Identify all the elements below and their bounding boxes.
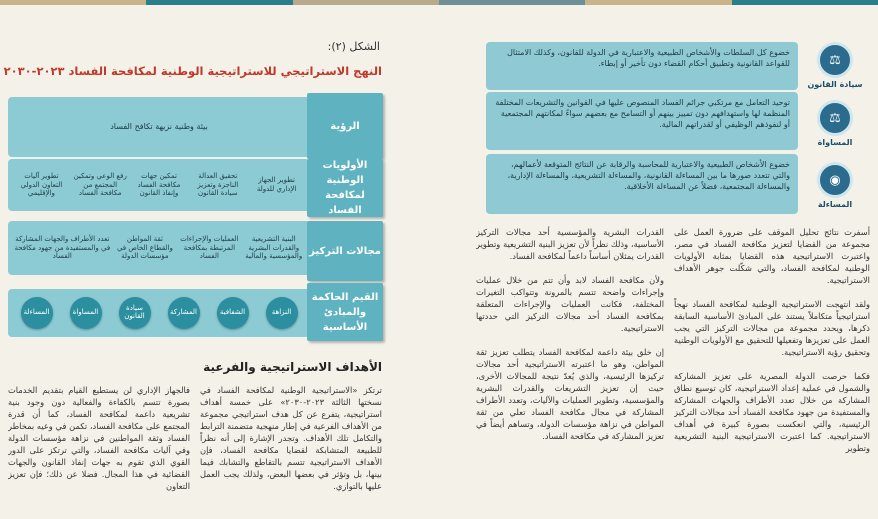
eye-icon: ◉ (817, 162, 853, 198)
principle-card-law: خضوع كل السلطات والأشخاص الطبيعية والاعتبارية في الدولة للقانون، وكذلك الامتثال للقواعد القانونية وتطبيق أحكام القضاء دون تأخير أو إبطاء. (486, 42, 798, 90)
value-circle: الشفافية (217, 297, 249, 329)
top-decorative-strip (0, 0, 878, 5)
section-title: الأهداف الاستراتيجية والفرعية (203, 360, 382, 374)
paragraph-right-column-2: القدرات البشرية والمؤسسية أحد مجالات التركيز الأساسية، وذلك نظراً لأن تعزيز البنية التشريعية وتطوير القدرات يمثلان أساساً داعماً لمكافحة الفساد. ولأن مكافحة الفساد لابد وأن تتم من خلال عمليات وإجراءات واضحة تتسم بالمرونة وتتواكب التغيرات المختلفة، فكانت العمليات والإجراءات المتعلقة بمكافحة الفساد أحد مجالات التركيز التي حددتها الاستراتيجية. إن خلق بيئة داعمة لمكافحة الفساد يتطلب تعزيز ثقة المواطن، وهو ما اعتبرته الاستراتيجية أحد مجالات تركيزها الرئيسية، والذي يُعدّ نتيجة للمجالات الأخرى، حيث إن تعزيز التشريعات والقدرات البشرية والمؤسسية، وتطوير العمليات والآليات، وتعدد الأطراف المشاركة في مجال مكافحة الفساد تعلي من ثقة المواطن في نزاهة مؤسسات الدولة، وتساهم أيضاً في تعزيز المشاركة في مكافحة الفساد. (476, 227, 664, 442)
law-icon: ⚖ (817, 42, 853, 78)
principle-label: المساواة (817, 138, 853, 147)
focus-item: تعدد الأطراف والجهات المشاركة في والمستفيدة من جهود مكافحة الفساد (14, 234, 111, 261)
figure-label: الشكل (٢): (327, 40, 380, 53)
vision-head: الرؤية (307, 93, 383, 159)
principle-label: سيادة القانون (807, 80, 863, 89)
focus-row (8, 221, 310, 275)
strategy-diagram (8, 93, 383, 343)
paragraph-right-column-1: أسفرت نتائج تحليل الموقف على ضرورة العمل على مجموعة من القضايا لتعزيز مكافحة الفساد في مصر، واعتبرت الاستراتيجية هذه القضايا بمثابة الأولويات الوطنية لمكافحة الفساد، والتي شكّلت جوهر الأهداف الاستراتيجية. ولقد انتهجت الاستراتيجية الوطنية لمكافحة الفساد نهجاً استراتيجياً متكاملاً يستند على المبادئ الأساسية السابقة ذكرها، ويحدد مجموعة من مجالات التركيز التي يجب العمل على تعزيزها وتفعيلها للتحقيق مع الأولويات الوطنية وتحقيق رؤية الاستراتيجية. فكما حرصت الدولة المصرية على تعزيز المشاركة والشمول في عملية إعداد الاستراتيجية، كان توسيع نطاق المشاركة من خلال تعدد الأطراف والجهات المشاركة والمستفيدة من جهود مكافحة الفساد أحد مجالات التركيز الرئيسية، والتي انعكست بصورة كبيرة في أهداف الاستراتيجية. كما اعتبرت الاستراتيجية البنية التشريعية وتطوير (674, 227, 870, 454)
values-head: القيم الحاكمة والمبادئ الأساسية (307, 283, 383, 341)
priorities-row (8, 159, 310, 211)
focus-head: مجالات التركيز (307, 221, 383, 281)
priority-item: تمكين جهات مكافحة الفساد وإنفاذ القانون (137, 171, 181, 198)
value-circle: النزاهة (266, 297, 298, 329)
vision-row (8, 97, 310, 157)
value-circle: المساواة (70, 297, 102, 329)
principle-label: المساءلة (817, 200, 853, 209)
paragraph-left-column: فالجهاز الإداري لن يستطيع القيام بتقديم الخدمات بصورة تتسم بالكفاءة والفعالية دون وجود بنية تشريعية داعمة لمكافحة الفساد، كما أن قدرة المجتمع على مكافحة الفساد، تكمن في وعيه بمخاطر الفساد وثقة المواطنين في نزاهة مؤسسات الدولة وفي آليات مكافحة الفساد، والتي ترتكز على الدور القوي الذي تقوم به جهات إنفاذ القانون والجهات القضائية في هذا المجال. فضلا عن ذلك؛ فإن تعزيز التعاون (8, 385, 190, 492)
value-circle: سيادة القانون (119, 297, 151, 329)
focus-item: ثقة المواطن والقطاع الخاص في مؤسسات الدولة (116, 234, 173, 261)
priority-item: تطوير الجهاز الإداري للدولة (256, 176, 297, 193)
values-row (8, 289, 310, 337)
principle-badge (800, 162, 870, 209)
principle-card-equality: توحيد التعامل مع مرتكبي جرائم الفساد المنصوص عليها في القوانين والتشريعات المختلفة المنظمة لها واستهدافهم دون تمييز بينهم أو التسامح مع بعضهم سواءً لمكانتهم المجتمعية أو لنفوذهم الوظيفي أو لقدراتهم المالية. (486, 92, 798, 150)
paragraph-mid-column: ترتكز «الاستراتيجية الوطنية لمكافحة الفساد في نسختها الثالثة ٢٠٢٣-٢٠٣٠» على خمسة أهداف استراتيجية، يتفرع عن كل هدف استراتيجي مجموعة من الأهداف الفرعية في إطار منهجية متضمنة الترابط والتكامل تلك الأهداف. وتجدر الإشارة إلى أنه نظراً للطبيعة المتشابكة لقضايا مكافحة الفساد، فإن الأهداف الاستراتيجية تتسم بالتقاطع والتشابك فيما بينها، بل وتؤثر في بعضها البعض، ولذلك يجب العمل عليها بالتوازي. (200, 385, 382, 492)
focus-item: العمليات والإجراءات المرتبطة بمكافحة الفساد (180, 234, 239, 261)
focus-item: البنية التشريعية والقدرات البشرية والمؤسسية والمالية (245, 234, 303, 261)
value-circle: المساءلة (21, 297, 53, 329)
principle-card-accountability: خضوع الأشخاص الطبيعية والاعتبارية للمحاسبة والرقابة عن النتائج المتوقعة لأعمالهم، والتي تتعدد صورها ما بين المساءلة القانونية، والمساءلة التشريعية، والمساءلة الإدارية، والمساءلة المجتمعية، فضلاً عن المساءلة الأخلاقية. (486, 154, 798, 214)
figure-title: النهج الاستراتيجي للاستراتيجية الوطنية لمكافحة الفساد ٢٠٢٣-٢٠٣٠ (3, 64, 382, 78)
vision-text: بيئة وطنية نزيهة تكافح الفساد (110, 122, 208, 131)
priorities-head: الأولويات الوطنية لمكافحة الفساد (307, 159, 383, 217)
value-circle: المشاركة (168, 297, 200, 329)
priority-item: تحقيق العدالة الناجزة وتعزيز سيادة القانون (197, 171, 239, 198)
scales-icon: ⚖ (817, 100, 853, 136)
priority-item: تطوير آليات التعاون الدولي والإقليمي (20, 171, 63, 198)
priority-item: رفع الوعي وتمكين المجتمع من مكافحة الفساد (73, 171, 127, 198)
principle-badge (800, 100, 870, 147)
principle-badge (800, 42, 870, 89)
